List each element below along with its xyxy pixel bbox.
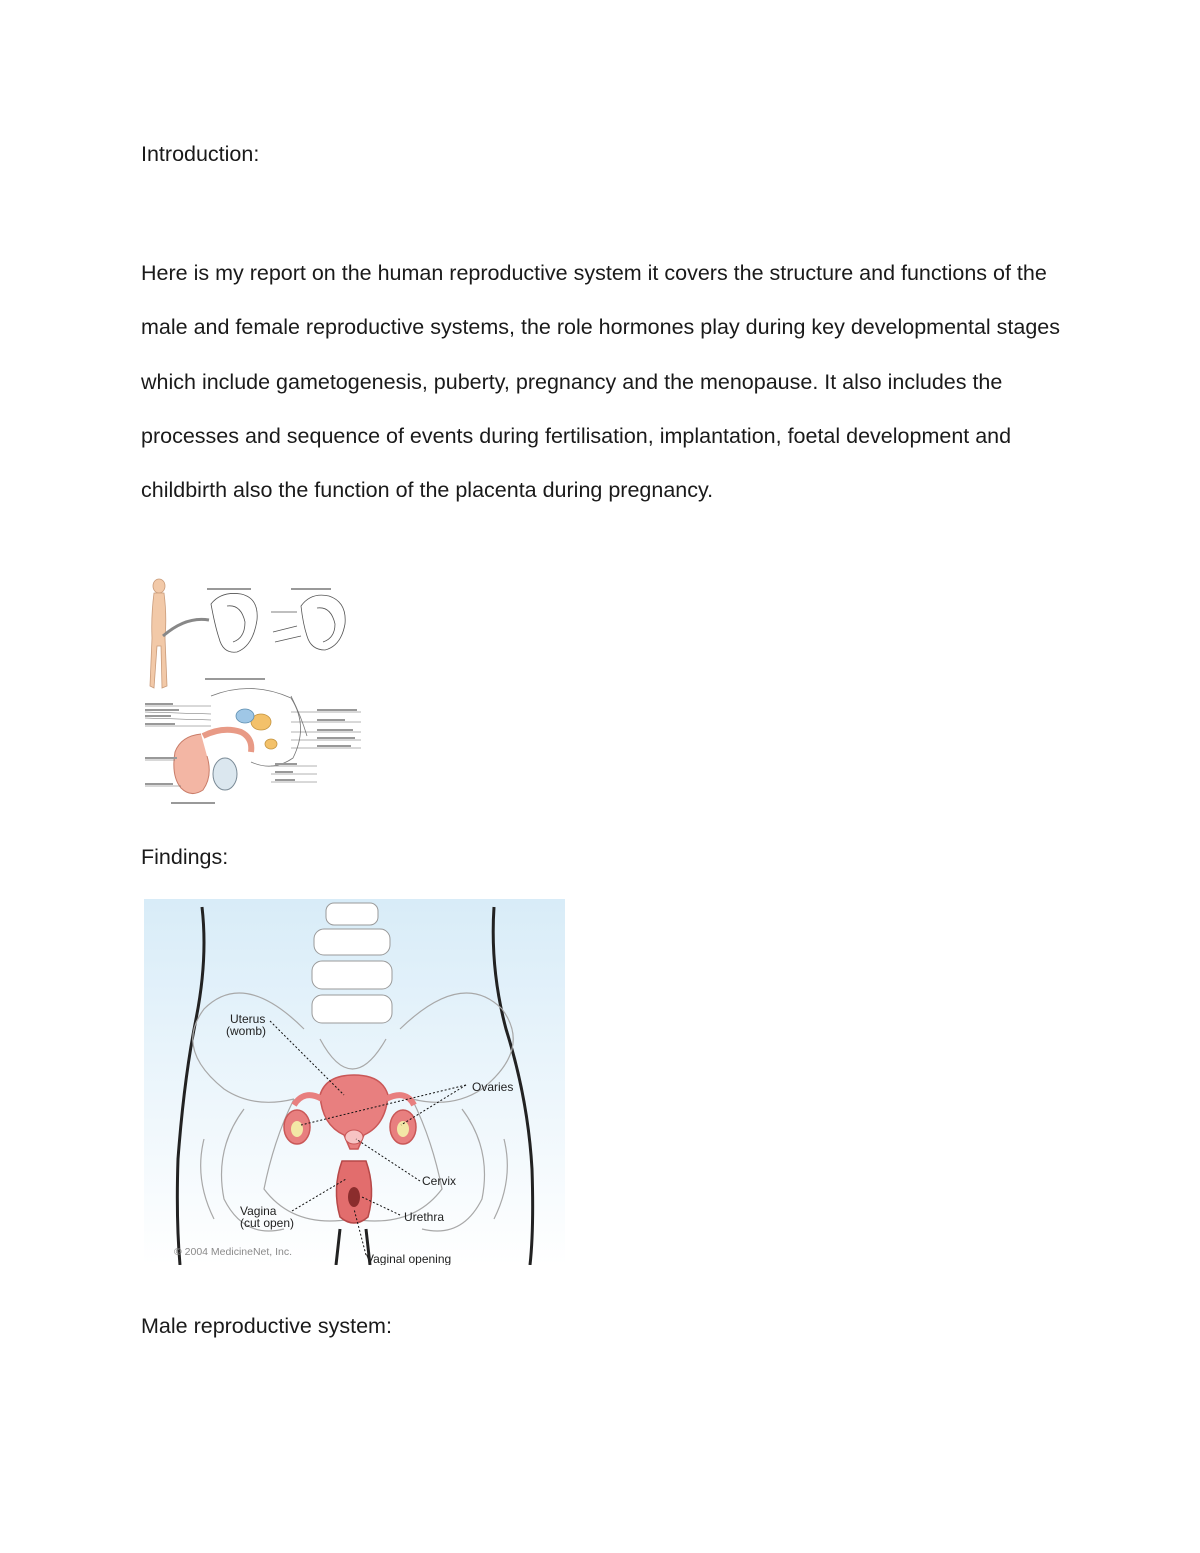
label-ovaries: Ovaries [472, 1080, 514, 1094]
male-reproductive-diagram [141, 576, 363, 812]
label-urethra: Urethra [404, 1210, 445, 1224]
findings-heading: Findings: [141, 845, 229, 869]
intro-paragraph: Here is my report on the human reproductive system it covers the structure and functions of the male and female reproductive systems, the role hormones play during key developmental stages which include gametogenesis, puberty, pregnancy and the menopause. It also includes the processes and sequence of events during fertilisation, implantation, foetal development and childbirth also the function of the placenta during pregnancy. [141, 261, 1061, 503]
intro-heading: Introduction: [141, 142, 260, 166]
label-cut-open: (cut open) [240, 1216, 295, 1230]
female-reproductive-diagram [144, 899, 565, 1265]
female-diagram-illustration [144, 899, 565, 1265]
label-vaginal-opening: Vaginal opening [366, 1252, 452, 1265]
diagram-copyright: © 2004 MedicineNet, Inc. [174, 1246, 293, 1258]
label-womb: (womb) [226, 1024, 267, 1038]
label-uterus: Uterus [230, 1012, 266, 1026]
male-diagram-illustration [141, 576, 363, 812]
male-reproductive-heading: Male reproductive system: [141, 1314, 392, 1338]
label-vagina: Vagina [240, 1204, 277, 1218]
label-cervix: Cervix [422, 1174, 457, 1188]
